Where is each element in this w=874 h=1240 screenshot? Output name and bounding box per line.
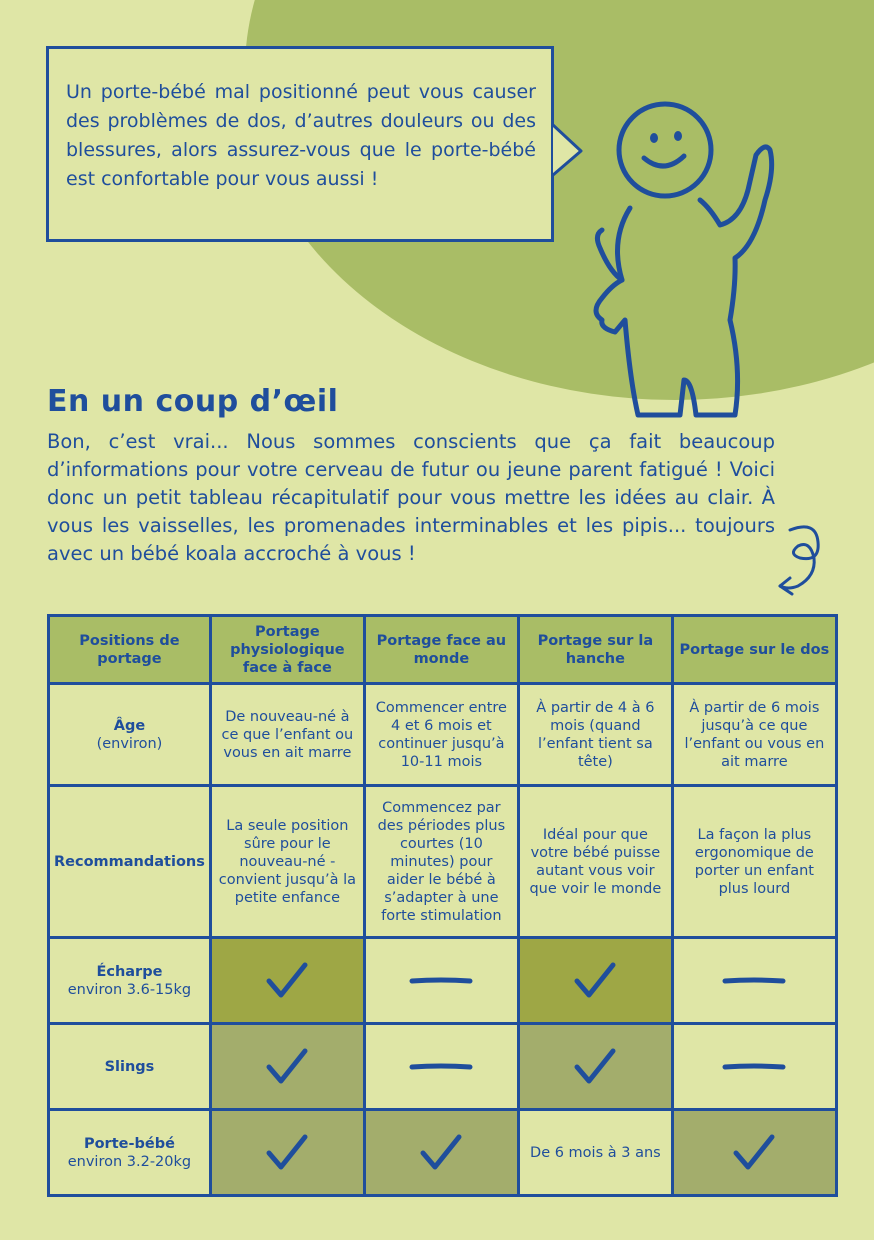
check-icon [210, 1024, 364, 1110]
table-header-row [49, 616, 837, 684]
table-row-echarpe [49, 938, 837, 1024]
age-sublabel: (environ) [96, 735, 163, 752]
row-label-age [49, 684, 211, 786]
table-row-porte-bebe [49, 1110, 837, 1196]
header-face-au-monde: Portage face au monde [364, 616, 518, 684]
dash-icon [364, 1024, 518, 1110]
row-label-recommendations [49, 786, 211, 938]
check-icon [210, 938, 364, 1024]
bubble-text: Un porte-bébé mal positionné peut vous causer des problèmes de dos, d’autres douleurs ou des blessures, alors assurez-vous que le porte-bébé est confortable pour vous aussi ! [66, 81, 536, 190]
check-icon [672, 1110, 836, 1196]
header-hanche: Portage sur la hanche [518, 616, 672, 684]
section-title: En un coup d’œil [47, 384, 339, 419]
table-row-recommendations [49, 786, 837, 938]
reco-cell-face-au-monde: Commencez par des périodes plus courtes (10 minutes) pour aider le bébé à s’adapter à une forte stimulation [364, 786, 518, 938]
echarpe-label: Écharpe [96, 963, 163, 980]
table-row-age [49, 684, 837, 786]
echarpe-sublabel: environ 3.6-15kg [67, 981, 192, 998]
row-label-slings [49, 1024, 211, 1110]
check-icon [518, 1024, 672, 1110]
check-icon [364, 1110, 518, 1196]
row-label-echarpe [49, 938, 211, 1024]
reco-cell-dos: La façon la plus ergonomique de porter un enfant plus lourd [672, 786, 836, 938]
reco-cell-face-a-face: La seule position sûre pour le nouveau-né - convient jusqu’à la petite enfance [210, 786, 364, 938]
swirl-arrow-icon [770, 500, 830, 600]
age-label: Âge [113, 717, 146, 734]
reco-cell-hanche: Idéal pour que votre bébé puisse autant vous voir que voir le monde [518, 786, 672, 938]
age-cell-face-a-face: De nouveau-né à ce que l’enfant ou vous en ait marre [210, 684, 364, 786]
porte-bebe-hanche-cell: De 6 mois à 3 ans [518, 1110, 672, 1196]
dash-icon [364, 938, 518, 1024]
check-icon [518, 938, 672, 1024]
table-row-slings [49, 1024, 837, 1110]
check-icon [210, 1110, 364, 1196]
slings-label: Slings [104, 1058, 155, 1075]
intro-paragraph: Bon, c’est vrai... Nous sommes conscients que ça fait beaucoup d’informations pour votre cerveau de futur ou jeune parent fatigué ! Voici donc un petit tableau récapitulatif pour vous mettre les idées au clair. À vous les vaisselles, les promenades interminables et les pipis... toujours avec un bébé koala accroché à vous ! [47, 430, 775, 565]
header-dos: Portage sur le dos [672, 616, 836, 684]
porte-bebe-label: Porte-bébé [83, 1135, 175, 1152]
character-illustration [560, 80, 790, 430]
header-face-a-face: Portage physiologique face à face [210, 616, 364, 684]
age-cell-dos: À partir de 6 mois jusqu’à ce que l’enfant ou vous en ait marre [672, 684, 836, 786]
summary-table [47, 614, 838, 1197]
age-cell-face-au-monde: Commencer entre 4 et 6 mois et continuer jusqu’à 10-11 mois [364, 684, 518, 786]
porte-bebe-sublabel: environ 3.2-20kg [67, 1153, 192, 1170]
recommendations-label: Recommandations [54, 853, 205, 870]
row-label-porte-bebe [49, 1110, 211, 1196]
dash-icon [672, 1024, 836, 1110]
dash-icon [672, 938, 836, 1024]
age-cell-hanche: À partir de 4 à 6 mois (quand l’enfant tient sa tête) [518, 684, 672, 786]
header-positions: Positions de portage [49, 616, 211, 684]
